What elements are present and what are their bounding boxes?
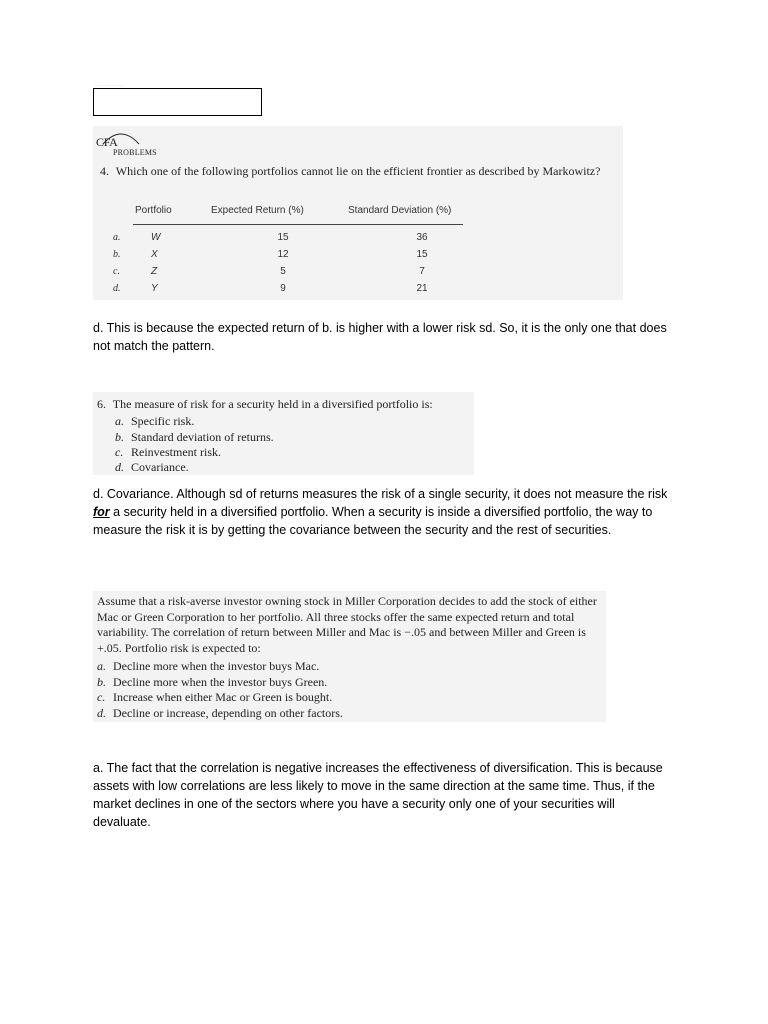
question-4-number: 4.	[100, 164, 109, 178]
question-4-text	[100, 163, 618, 179]
q6-option-d	[115, 460, 189, 475]
answer-2	[93, 485, 673, 539]
q6-option-letter: a.	[115, 414, 124, 428]
row-expected-return: 15	[277, 232, 289, 243]
table-row	[113, 232, 463, 249]
q6-option-text: Standard deviation of returns.	[131, 430, 274, 444]
miller-option-letter: b.	[97, 675, 106, 689]
answer-3: a. The fact that the correlation is negative increases the effectiveness of diversification. This is because assets with low correlations are less likely to move in the same direction at the same time. Thus, if the market declines in one of the sectors where you have a security only one of your securities will devaluate.	[93, 761, 663, 829]
question-miller-text: Assume that a risk-averse investor owning stock in Miller Corporation decides to add the stock of either Mac or Green Corporation to her portfolio. All three stocks offer the same expected return and total variability. The correlation of return between Miller and Mac is −.05 and between Miller and Green is +.05. Portfolio risk is expected to:	[97, 594, 597, 655]
miller-option-letter: d.	[97, 706, 106, 720]
header-tiny-text: ························	[95, 83, 124, 87]
q6-option-text: Covariance.	[131, 460, 189, 474]
miller-option-a	[97, 659, 319, 674]
row-letter: d.	[113, 283, 121, 294]
question-6-text	[97, 396, 473, 412]
answer-2-part-1: d. Covariance. Although sd of returns measures the risk of a single security, it does not measure the risk	[93, 487, 668, 501]
miller-option-letter: a.	[97, 659, 106, 673]
row-expected-return: 12	[277, 249, 289, 260]
miller-option-text: Decline or increase, depending on other factors.	[113, 706, 343, 720]
question-miller-image	[93, 591, 606, 722]
row-letter: c.	[113, 266, 120, 277]
answer-2-emphasis: for	[93, 505, 110, 519]
q6-option-c	[115, 445, 221, 460]
row-std-dev: 15	[416, 249, 428, 260]
q6-option-letter: c.	[115, 445, 124, 459]
q6-option-text: Reinvestment risk.	[131, 445, 221, 459]
answer-1: d. This is because the expected return of b. is higher with a lower risk sd. So, it is the only one that does not match the pattern.	[93, 321, 667, 353]
col-header-expected-return: Expected Return (%)	[211, 205, 304, 216]
q6-option-a	[115, 414, 194, 429]
row-expected-return: 5	[280, 266, 286, 277]
table-header-rule	[133, 224, 463, 225]
q6-option-letter: b.	[115, 430, 124, 444]
cfa-problems-label: PROBLEMS	[113, 148, 157, 157]
q6-option-b	[115, 430, 274, 445]
col-header-portfolio: Portfolio	[135, 205, 172, 216]
col-header-std-dev: Standard Deviation (%)	[348, 205, 452, 216]
q6-option-text: Specific risk.	[131, 414, 195, 428]
miller-option-letter: c.	[97, 690, 106, 704]
miller-option-text: Decline more when the investor buys Mac.	[113, 659, 320, 673]
row-letter: a.	[113, 232, 121, 243]
question-4-image	[93, 126, 623, 300]
miller-option-b	[97, 675, 327, 690]
question-4-body: Which one of the following portfolios cannot lie on the efficient frontier as described by Markowitz?	[115, 164, 601, 178]
row-portfolio: Y	[151, 283, 158, 294]
miller-option-d	[97, 706, 343, 721]
answer-2-part-2: a security held in a diversified portfolio. When a security is inside a diversified portfolio, the way to measure the risk it is by getting the covariance between the security and the rest of securities.	[93, 505, 653, 537]
miller-option-c	[97, 690, 332, 705]
row-expected-return: 9	[280, 283, 286, 294]
miller-option-text: Increase when either Mac or Green is bought.	[113, 690, 333, 704]
row-portfolio: Z	[151, 266, 158, 277]
question-6-body: The measure of risk for a security held in a diversified portfolio is:	[112, 397, 433, 411]
question-6-number: 6.	[97, 397, 106, 411]
table-row	[113, 249, 463, 266]
table-row	[113, 266, 463, 283]
question-6-image	[93, 392, 474, 475]
table-row	[113, 283, 463, 300]
cfa-logo	[95, 128, 155, 158]
cfa-logo-text: CFA	[96, 135, 118, 149]
row-std-dev: 7	[419, 266, 425, 277]
row-std-dev: 36	[416, 232, 428, 243]
header-box	[93, 83, 262, 116]
row-portfolio: W	[151, 232, 161, 243]
miller-option-text: Decline more when the investor buys Green.	[113, 675, 328, 689]
row-std-dev: 21	[416, 283, 428, 294]
q6-option-letter: d.	[115, 460, 124, 474]
row-letter: b.	[113, 249, 121, 260]
row-portfolio: X	[151, 249, 158, 260]
